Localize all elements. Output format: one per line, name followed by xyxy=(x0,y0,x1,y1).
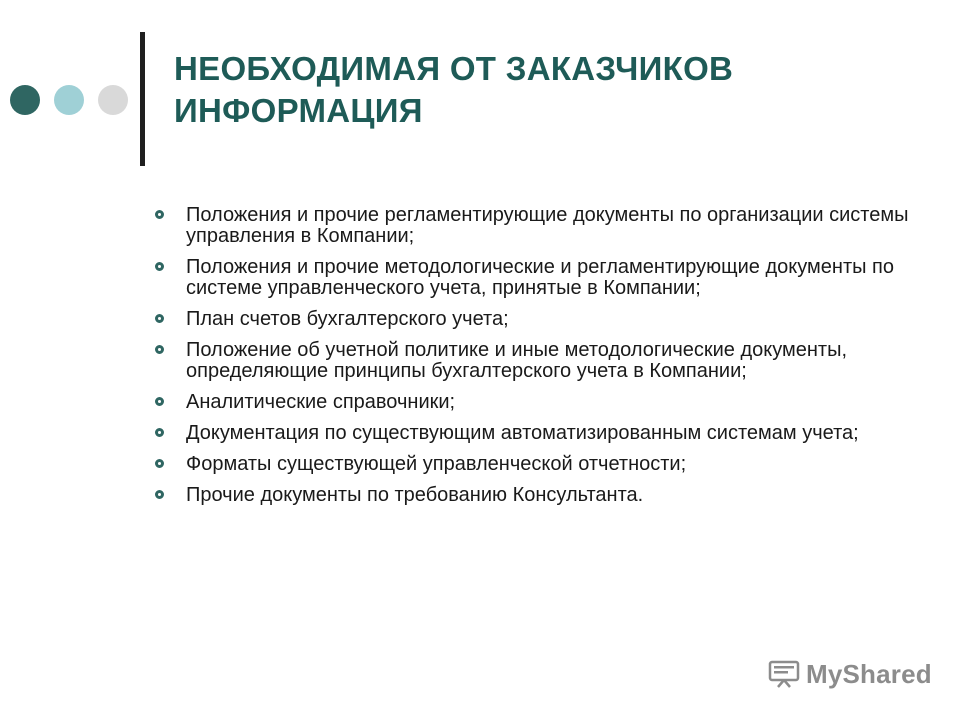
list-item xyxy=(150,257,910,299)
list-item xyxy=(150,423,910,444)
decorative-dots xyxy=(10,85,130,115)
ring-bullet-icon xyxy=(155,210,164,219)
ring-bullet-icon xyxy=(155,397,164,406)
ring-bullet-icon xyxy=(155,490,164,499)
title-line-1: НЕОБХОДИМАЯ ОТ ЗАКАЗЧИКОВ xyxy=(174,50,734,87)
list-item xyxy=(150,309,910,330)
title-line-2: ИНФОРМАЦИЯ xyxy=(174,92,423,129)
slide-title xyxy=(174,48,914,132)
bullet-list xyxy=(150,205,910,516)
list-item-text: Положения и прочие методологические и регламентирующие документы по системе управленческого учета, принятые в Компании; xyxy=(186,256,894,299)
ring-bullet-icon xyxy=(155,459,164,468)
list-item xyxy=(150,485,910,506)
list-item-text: Аналитические справочники; xyxy=(186,391,456,413)
list-item xyxy=(150,454,910,475)
dark-dot xyxy=(10,85,40,115)
myshared-watermark xyxy=(768,658,932,690)
watermark-text: MyShared xyxy=(806,658,932,689)
list-item xyxy=(150,205,910,247)
list-item xyxy=(150,392,910,413)
list-item xyxy=(150,340,910,382)
presentation-board-icon xyxy=(768,660,800,688)
title-divider xyxy=(140,32,145,166)
ring-bullet-icon xyxy=(155,262,164,271)
list-item-text: Прочие документы по требованию Консультанта. xyxy=(186,484,644,506)
ring-bullet-icon xyxy=(155,314,164,323)
list-item-text: Положения и прочие регламентирующие документы по организации системы управления в Компании; xyxy=(186,204,909,247)
list-item-text: Положение об учетной политике и иные методологические документы, определяющие принципы бухгалтерского учета в Компании; xyxy=(186,339,848,382)
gray-dot xyxy=(98,85,128,115)
light-dot xyxy=(54,85,84,115)
list-item-text: Документация по существующим автоматизированным системам учета; xyxy=(186,422,859,444)
list-item-text: План счетов бухгалтерского учета; xyxy=(186,308,509,330)
ring-bullet-icon xyxy=(155,345,164,354)
list-item-text: Форматы существующей управленческой отчетности; xyxy=(186,453,687,475)
ring-bullet-icon xyxy=(155,428,164,437)
